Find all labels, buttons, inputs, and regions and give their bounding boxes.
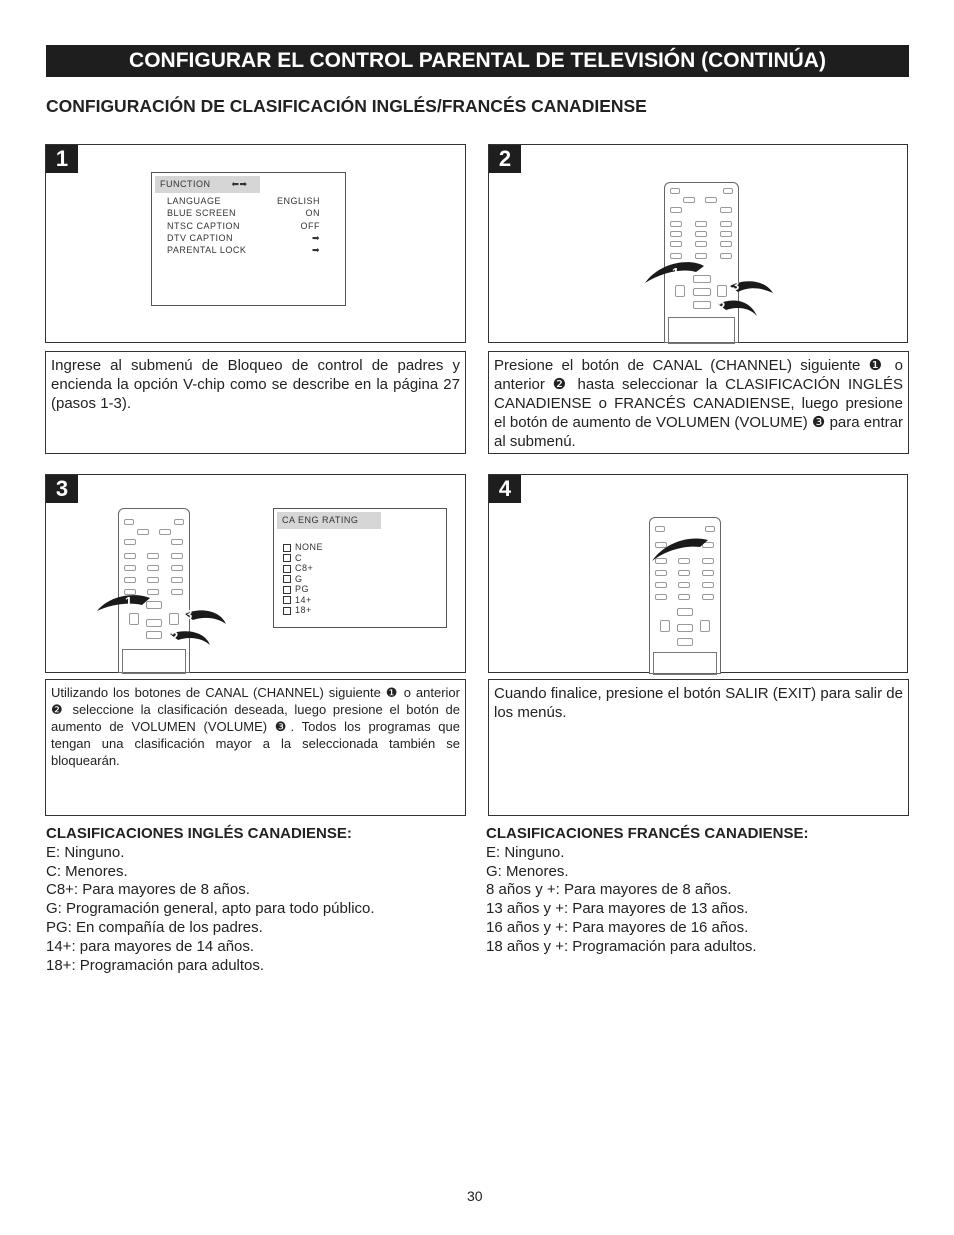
menu-row-language: LANGUAGE ENGLISH [167, 196, 320, 206]
french-ratings-title: CLASIFICACIONES FRANCÉS CANADIENSE: [486, 825, 809, 842]
right-arrow-icon: ➡ [311, 245, 320, 255]
step-3-description: Utilizando los botones de CANAL (CHANNEL) siguiente ❶ o anterior ❷ seleccione la clasificación deseada, luego presione el botón de aumento de VOLUMEN (VOLUME) ❸. Todos los programas que tengan una clasificación mayor a la seleccionada también se bloquearán. [45, 679, 466, 816]
english-rating-item: G: Programación general, apto para todo público. [46, 900, 375, 918]
callout-3-label: 3 [732, 278, 740, 293]
callout-2-label: 2 [718, 299, 726, 314]
step-1-number: 1 [46, 145, 78, 173]
page-title: CONFIGURAR EL CONTROL PARENTAL DE TELEVISIÓN (CONTINÚA) [46, 45, 909, 77]
rating-option: 18+ [283, 605, 312, 616]
step-4-description: Cuando finalice, presione el botón SALIR (EXIT) para salir de los menús. [488, 679, 909, 816]
menu-row-dtv-caption: DTV CAPTION ➡ [167, 233, 320, 243]
rating-option: 14+ [283, 595, 312, 606]
english-ratings-title: CLASIFICACIONES INGLÉS CANADIENSE: [46, 825, 352, 842]
english-rating-item: C: Menores. [46, 862, 128, 880]
step-2-description: Presione el botón de CANAL (CHANNEL) siguiente ❶ o anterior ❷ hasta seleccionar la CLASIFICACIÓN INGLÉS CANADIENSE o FRANCÉS CANADIENSE, luego presione el botón de aumento de VOLUMEN (VOLUME) ❸ para entrar al submenú. [488, 351, 909, 454]
english-rating-item: E: Ninguno. [46, 843, 125, 861]
step-2-arrows [645, 262, 773, 316]
french-rating-item: 16 años y +: Para mayores de 16 años. [486, 918, 749, 936]
rating-option: PG [283, 584, 309, 595]
menu-row-parental-lock: PARENTAL LOCK ➡ [167, 245, 320, 255]
menu-row-ntsc-caption: NTSC CAPTION OFF [167, 221, 320, 231]
rating-option: G [283, 574, 303, 585]
right-arrow-icon: ➡ [311, 233, 320, 243]
menu-row-blue-screen: BLUE SCREEN ON [167, 208, 320, 218]
french-ratings [486, 825, 906, 957]
rating-option: NONE [283, 542, 323, 553]
english-rating-item: PG: En compañía de los padres. [46, 918, 263, 936]
callout-2-label: 2 [171, 629, 179, 644]
french-rating-item: G: Menores. [486, 862, 569, 880]
step-1-description: Ingrese al submenú de Bloqueo de control de padres y encienda la opción V-chip como se describe en la página 27 (pasos 1-3). [45, 351, 466, 454]
step-2-number: 2 [489, 145, 521, 173]
step-4-arrow [652, 538, 708, 561]
callout-3-label: 3 [185, 607, 193, 622]
callout-1-label: 1 [672, 265, 680, 280]
english-rating-item: 18+: Programación para adultos. [46, 956, 265, 974]
english-ratings [46, 825, 466, 975]
rating-option: C [283, 553, 302, 564]
english-rating-item: 14+: para mayores de 14 años. [46, 937, 255, 955]
function-menu-header: FUNCTION ⬅➡ [155, 176, 260, 193]
section-subtitle: CONFIGURACIÓN DE CLASIFICACIÓN INGLÉS/FRANCÉS CANADIENSE [46, 96, 647, 116]
step-3-arrows [97, 594, 226, 645]
ca-eng-rating-header: CA ENG RATING [277, 512, 381, 529]
french-rating-item: 8 años y +: Para mayores de 8 años. [486, 881, 732, 899]
step-3-number: 3 [46, 475, 78, 503]
french-rating-item: 18 años y +: Programación para adultos. [486, 937, 757, 955]
french-rating-item: 13 años y +: Para mayores de 13 años. [486, 900, 749, 918]
callout-1-label: 1 [125, 594, 133, 609]
english-rating-item: C8+: Para mayores de 8 años. [46, 881, 250, 899]
page-number: 30 [467, 1188, 483, 1204]
french-rating-item: E: Ninguno. [486, 843, 565, 861]
rating-option: C8+ [283, 563, 313, 574]
left-right-arrows-icon: ⬅➡ [231, 179, 248, 189]
step-4-number: 4 [489, 475, 521, 503]
